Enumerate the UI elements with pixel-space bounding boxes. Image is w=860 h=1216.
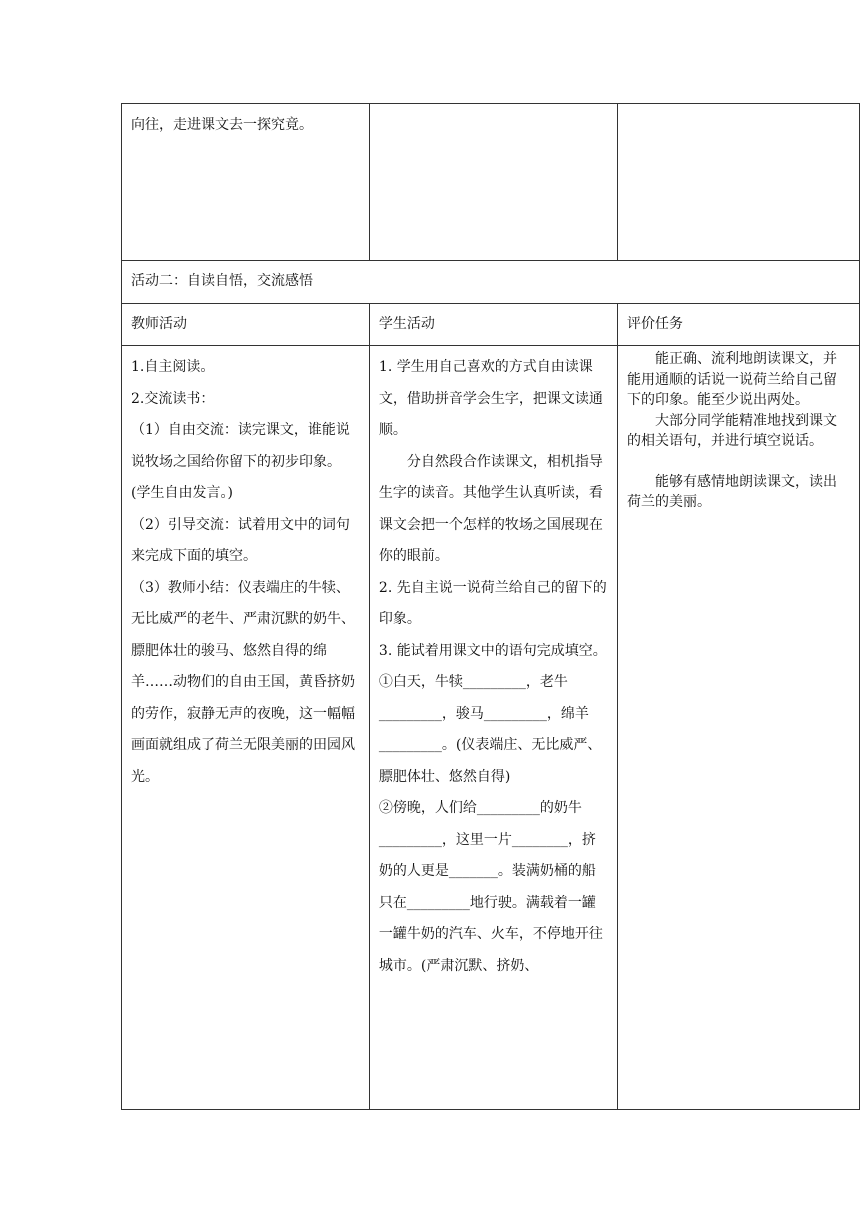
teacher-line: （3）教师小结：仪表端庄的牛犊、无比威严的老牛、严肃沉默的奶牛、膘肥体壮的骏马、悠然自得的绵羊……动物们的自由王国，黄昏挤奶的劳作，寂静无声的夜晚，这一幅幅画面就组成了荷兰无限美丽的田园风光。 [131, 579, 355, 785]
activity-title-cell [122, 261, 860, 304]
student-line: 1. 学生用自己喜欢的方式自由读课文，借助拼音学会生字，把课文读通顺。 [378, 359, 603, 438]
header-evaluation: 评价任务 [627, 316, 684, 332]
teacher-activity-cell [122, 346, 370, 1110]
evaluation-task-cell [618, 346, 860, 1110]
student-line: 2. 先自主说一说荷兰给自己的留下的印象。 [378, 579, 607, 627]
continuation-evaluation-cell [618, 104, 860, 261]
student-line: 3. 能试着用课文中的语句完成填空。 [378, 642, 607, 659]
continuation-student-cell [369, 104, 617, 261]
student-line: ②傍晚，人们给_________的奶牛_________，这里一片________，挤奶的人更是_______。装满奶桶的船只在_________地行驶。满载着一罐一罐牛奶的汽车、火车，不停地开往城市。(严肃沉默、挤奶、 [378, 800, 603, 974]
teacher-line: （2）引导交流：试着用文中的词句来完成下面的填空。 [131, 516, 350, 564]
header-student-cell [369, 304, 617, 346]
evaluation-line: 大部分同学能精准地找到课文的相关语句，并进行填空说话。 [627, 412, 838, 449]
spacer [627, 452, 850, 472]
student-activity-cell [369, 346, 617, 1110]
column-header-row [122, 304, 860, 346]
teacher-line: （1）自由交流：读完课文，谁能说说牧场之国给你留下的初步印象。(学生自由发言。) [131, 422, 350, 501]
student-line: ①白天，牛犊_________，老牛_________，骏马_________，绵羊_________。(仪表端庄、无比威严、膘肥体壮、悠然自得) [378, 674, 602, 785]
continuation-teacher-cell [122, 104, 370, 261]
lesson-plan-table [121, 103, 860, 1110]
teacher-line: 1.自主阅读。 [131, 359, 215, 375]
evaluation-line: 能正确、流利地朗读课文，并能用通顺的话说一说荷兰给自己留下的印象。能至少说出两处。 [627, 351, 838, 408]
teacher-line: 2.交流读书： [131, 390, 215, 407]
continuation-row [122, 104, 860, 261]
student-line: 分自然段合作读课文，相机指导生字的读音。其他学生认真听读，看课文会把一个怎样的牧场之国展现在你的眼前。 [378, 453, 603, 564]
continuation-text: 向往，走进课文去一探究竟。 [131, 117, 313, 133]
header-teacher: 教师活动 [131, 316, 187, 332]
header-teacher-cell [122, 304, 370, 346]
evaluation-line: 能够有感情地朗读课文，读出荷兰的美丽。 [627, 473, 838, 510]
content-row [122, 346, 860, 1110]
header-student: 学生活动 [378, 316, 435, 332]
activity-title-row [122, 261, 860, 304]
header-evaluation-cell [618, 304, 860, 346]
activity-title: 活动二：自读自悟，交流感悟 [131, 273, 313, 289]
